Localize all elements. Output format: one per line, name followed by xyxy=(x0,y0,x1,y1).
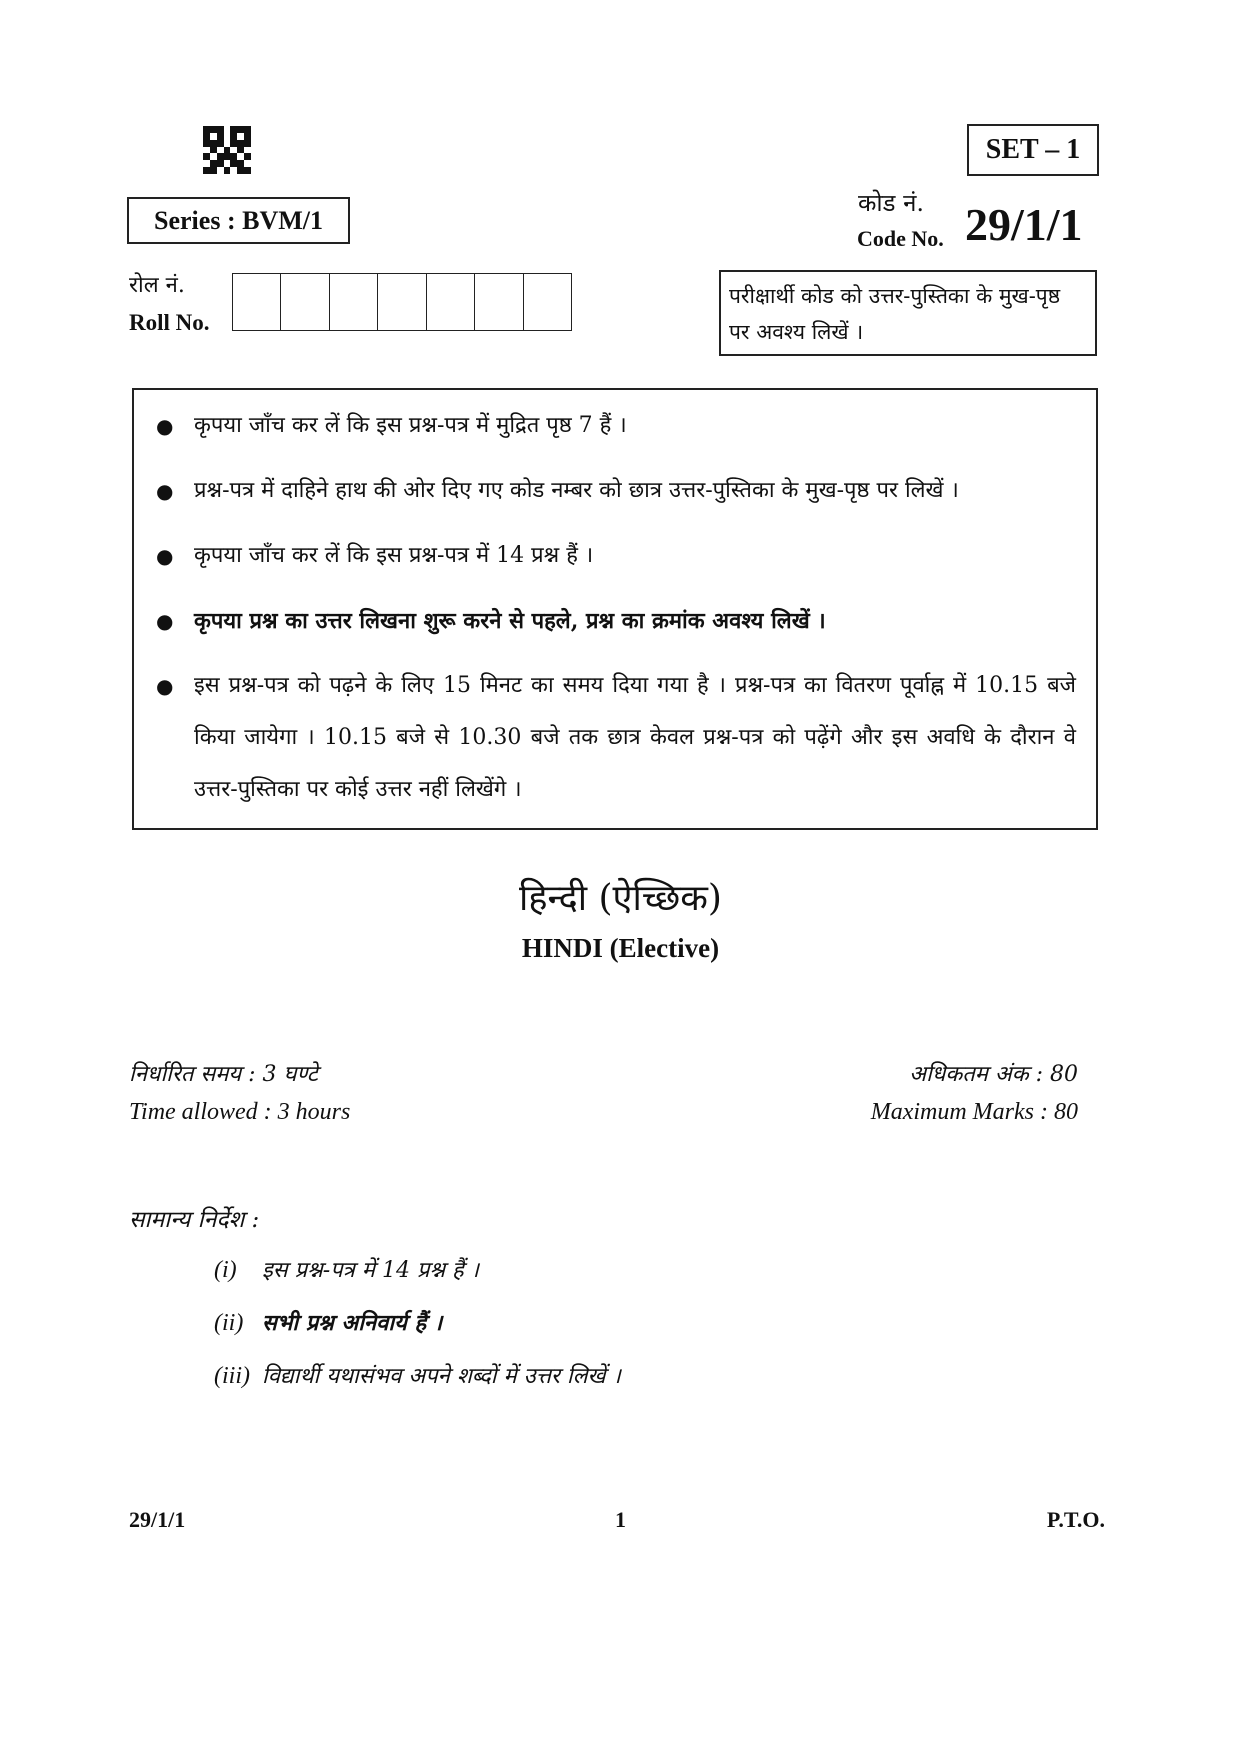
watermark-strip xyxy=(136,820,1094,826)
max-marks-english: Maximum Marks : 80 xyxy=(870,1099,1078,1125)
roll-digit-box[interactable] xyxy=(281,274,329,330)
time-allowed-hindi: निर्धारित समय : 3 घण्टे xyxy=(129,1062,318,1087)
roll-number-boxes[interactable] xyxy=(232,273,572,331)
bullet-icon: ● xyxy=(156,479,174,503)
page-number: 1 xyxy=(615,1507,626,1532)
set-label: SET – 1 xyxy=(967,124,1099,176)
general-instructions-heading: सामान्य निर्देश : xyxy=(129,1207,260,1233)
roll-label-english: Roll No. xyxy=(129,310,210,335)
roll-digit-box[interactable] xyxy=(475,274,523,330)
qr-code-icon xyxy=(203,126,251,174)
time-allowed-english: Time allowed : 3 hours xyxy=(129,1099,351,1125)
subject-title-hindi: हिन्दी (ऐच्छिक) xyxy=(519,878,722,919)
roll-digit-box[interactable] xyxy=(330,274,378,330)
subject-title-english: HINDI (Elective) xyxy=(521,933,720,963)
code-label-hindi: कोड नं. xyxy=(858,189,925,217)
general-instruction-item: (i) इस प्रश्न-पत्र में 14 प्रश्न हैं । xyxy=(214,1257,480,1283)
roll-digit-box[interactable] xyxy=(524,274,571,330)
bullet-icon: ● xyxy=(156,674,174,698)
instruction-item: ● कृपया जाँच कर लें कि इस प्रश्न-पत्र में 14 प्रश्न हैं । xyxy=(156,530,1076,582)
roll-digit-box[interactable] xyxy=(427,274,475,330)
bullet-icon: ● xyxy=(156,609,174,633)
bullet-icon: ● xyxy=(156,414,174,438)
code-label-english: Code No. xyxy=(857,226,944,251)
instructions-box xyxy=(132,388,1098,830)
code-number: 29/1/1 xyxy=(965,199,1083,250)
instruction-item: ● इस प्रश्न-पत्र को पढ़ने के लिए 15 मिनट का समय दिया गया है । प्रश्न-पत्र का वितरण पूर्वाह्न में 10.15 बजे किया जायेगा । 10.15 बजे से 10.30 बजे तक छात्र केवल प्रश्न-पत्र को पढ़ेंगे और इस अवधि के दौरान वे उत्तर-पुस्तिका पर कोई उत्तर नहीं लिखेंगे । xyxy=(156,660,1076,816)
roll-digit-box[interactable] xyxy=(233,274,281,330)
general-instruction-item: (ii) सभी प्रश्न अनिवार्य हैं । xyxy=(214,1310,443,1336)
instruction-item: ● कृपया प्रश्न का उत्तर लिखना शुरू करने से पहले, प्रश्न का क्रमांक अवश्य लिखें । xyxy=(156,595,1076,647)
series-label: Series : BVM/1 xyxy=(127,197,350,244)
roll-digit-box[interactable] xyxy=(378,274,426,330)
footer-pto: P.T.O. xyxy=(1046,1507,1105,1532)
bullet-icon: ● xyxy=(156,544,174,568)
instruction-item: ● प्रश्न-पत्र में दाहिने हाथ की ओर दिए गए कोड नम्बर को छात्र उत्तर-पुस्तिका के मुख-पृष्ठ पर लिखें । xyxy=(156,465,1076,517)
footer-code: 29/1/1 xyxy=(129,1507,186,1532)
max-marks-hindi: अधिकतम अंक : 80 xyxy=(909,1062,1078,1087)
candidate-code-note: परीक्षार्थी कोड को उत्तर-पुस्तिका के मुख-पृष्ठ पर अवश्य लिखें । xyxy=(719,270,1097,356)
instruction-item: ● कृपया जाँच कर लें कि इस प्रश्न-पत्र में मुद्रित पृष्ठ 7 हैं । xyxy=(156,400,1076,452)
general-instruction-item: (iii) विद्यार्थी यथासंभव अपने शब्दों में उत्तर लिखें । xyxy=(214,1363,621,1389)
roll-label-hindi: रोल नं. xyxy=(129,273,185,298)
